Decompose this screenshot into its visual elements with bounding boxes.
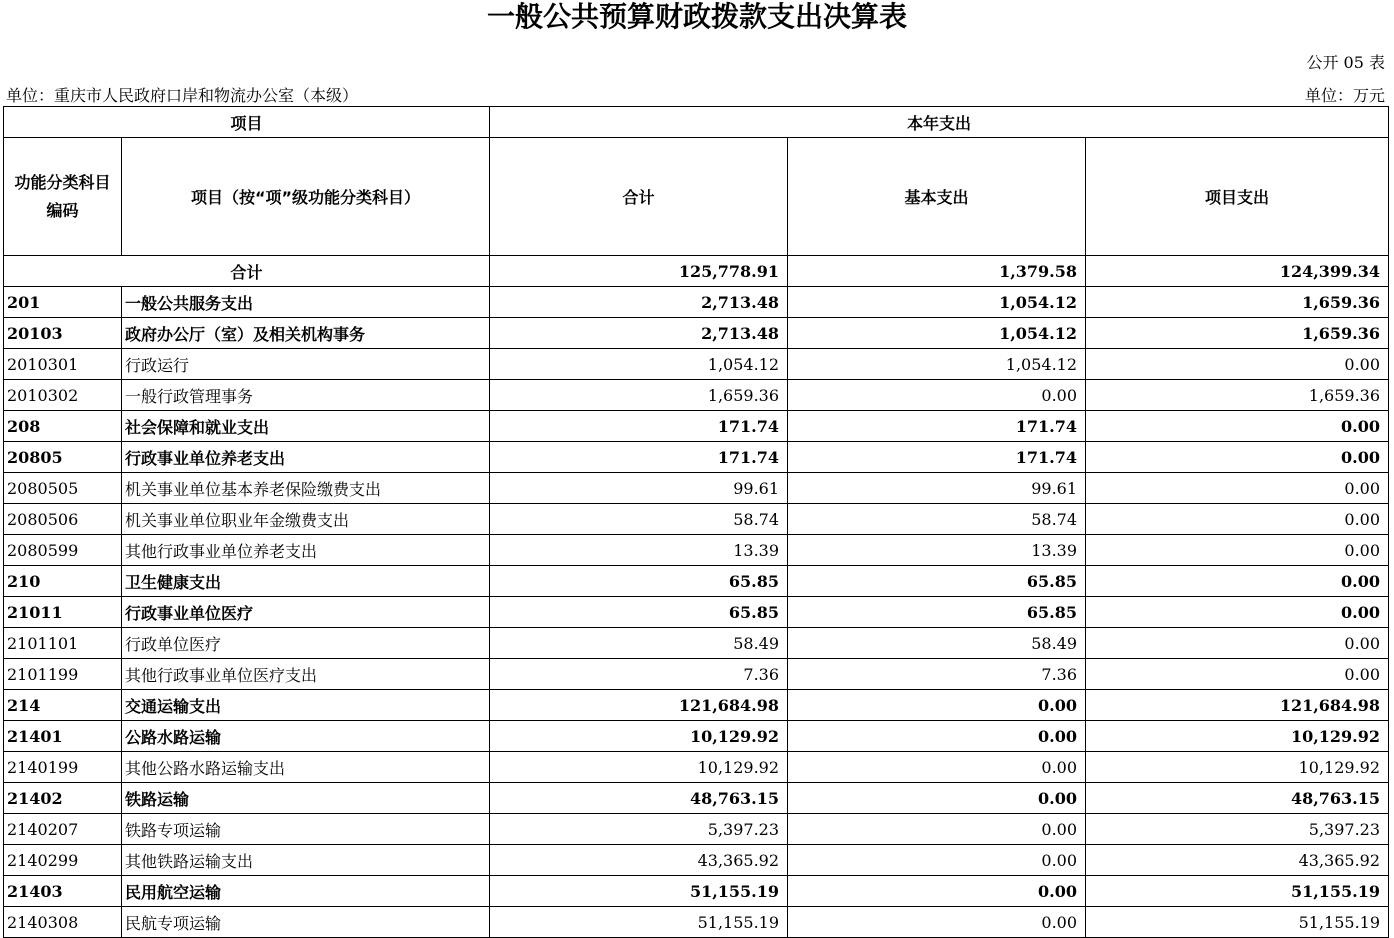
total-total: 125,778.91 xyxy=(490,256,788,287)
row-basic: 0.00 xyxy=(788,876,1086,907)
row-name: 政府办公厅（室）及相关机构事务 xyxy=(122,318,490,349)
row-total: 51,155.19 xyxy=(490,876,788,907)
row-item: 48,763.15 xyxy=(1086,783,1389,814)
row-item: 0.00 xyxy=(1086,628,1389,659)
row-total: 2,713.48 xyxy=(490,287,788,318)
row-basic: 1,054.12 xyxy=(788,318,1086,349)
row-total: 5,397.23 xyxy=(490,814,788,845)
row-name: 铁路专项运输 xyxy=(122,814,490,845)
table-row xyxy=(4,597,1389,628)
row-basic: 65.85 xyxy=(788,597,1086,628)
reporting-unit: 单位：重庆市人民政府口岸和物流办公室（本级） xyxy=(6,86,359,105)
row-item: 51,155.19 xyxy=(1086,907,1389,938)
row-code: 208 xyxy=(4,411,122,442)
row-name: 一般公共服务支出 xyxy=(122,287,490,318)
table-row xyxy=(4,566,1389,597)
header-row-1 xyxy=(4,107,1389,138)
table-row xyxy=(4,628,1389,659)
row-total: 58.49 xyxy=(490,628,788,659)
table-row xyxy=(4,380,1389,411)
row-basic: 58.74 xyxy=(788,504,1086,535)
row-code: 2140199 xyxy=(4,752,122,783)
table-row xyxy=(4,318,1389,349)
row-name: 行政事业单位医疗 xyxy=(122,597,490,628)
row-basic: 0.00 xyxy=(788,814,1086,845)
row-item: 0.00 xyxy=(1086,442,1389,473)
table-row xyxy=(4,349,1389,380)
row-total: 58.74 xyxy=(490,504,788,535)
row-name: 行政事业单位养老支出 xyxy=(122,442,490,473)
table-row xyxy=(4,876,1389,907)
row-name: 行政单位医疗 xyxy=(122,628,490,659)
row-name: 社会保障和就业支出 xyxy=(122,411,490,442)
header-item: 项目支出 xyxy=(1086,138,1389,256)
row-name: 其他行政事业单位医疗支出 xyxy=(122,659,490,690)
row-item: 43,365.92 xyxy=(1086,845,1389,876)
currency-unit: 单位：万元 xyxy=(1304,86,1385,105)
row-code: 2140299 xyxy=(4,845,122,876)
row-total: 65.85 xyxy=(490,597,788,628)
row-code: 2010301 xyxy=(4,349,122,380)
row-code: 2140308 xyxy=(4,907,122,938)
row-basic: 13.39 xyxy=(788,535,1086,566)
row-basic: 65.85 xyxy=(788,566,1086,597)
row-item: 0.00 xyxy=(1086,659,1389,690)
row-total: 13.39 xyxy=(490,535,788,566)
row-name: 其他铁路运输支出 xyxy=(122,845,490,876)
total-basic: 1,379.58 xyxy=(788,256,1086,287)
row-total: 10,129.92 xyxy=(490,721,788,752)
row-code: 20805 xyxy=(4,442,122,473)
row-basic: 7.36 xyxy=(788,659,1086,690)
row-code: 201 xyxy=(4,287,122,318)
row-name: 其他公路水路运输支出 xyxy=(122,752,490,783)
table-row xyxy=(4,287,1389,318)
row-item: 0.00 xyxy=(1086,566,1389,597)
row-item: 1,659.36 xyxy=(1086,318,1389,349)
row-code: 2101101 xyxy=(4,628,122,659)
row-item: 10,129.92 xyxy=(1086,721,1389,752)
row-code: 21401 xyxy=(4,721,122,752)
row-code: 20103 xyxy=(4,318,122,349)
row-basic: 0.00 xyxy=(788,721,1086,752)
header-basic: 基本支出 xyxy=(788,138,1086,256)
row-item: 121,684.98 xyxy=(1086,690,1389,721)
row-name: 卫生健康支出 xyxy=(122,566,490,597)
table-row xyxy=(4,411,1389,442)
row-total: 65.85 xyxy=(490,566,788,597)
row-name: 公路水路运输 xyxy=(122,721,490,752)
row-item: 0.00 xyxy=(1086,597,1389,628)
table-row xyxy=(4,659,1389,690)
form-number: 公开 05 表 xyxy=(1306,53,1385,72)
row-basic: 171.74 xyxy=(788,411,1086,442)
row-name: 民用航空运输 xyxy=(122,876,490,907)
row-total: 10,129.92 xyxy=(490,752,788,783)
row-name: 民航专项运输 xyxy=(122,907,490,938)
row-code: 2080506 xyxy=(4,504,122,535)
row-total: 121,684.98 xyxy=(490,690,788,721)
table-row xyxy=(4,504,1389,535)
row-total: 1,054.12 xyxy=(490,349,788,380)
table-row xyxy=(4,783,1389,814)
row-total: 48,763.15 xyxy=(490,783,788,814)
row-code: 2080599 xyxy=(4,535,122,566)
row-total: 51,155.19 xyxy=(490,907,788,938)
row-code: 21011 xyxy=(4,597,122,628)
page-title: 一般公共预算财政拨款支出决算表 xyxy=(486,0,907,33)
table-row xyxy=(4,442,1389,473)
header-current-year: 本年支出 xyxy=(490,107,1389,138)
row-basic: 99.61 xyxy=(788,473,1086,504)
row-total: 171.74 xyxy=(490,442,788,473)
row-code: 2101199 xyxy=(4,659,122,690)
table-row xyxy=(4,907,1389,938)
row-name: 一般行政管理事务 xyxy=(122,380,490,411)
total-label: 合计 xyxy=(4,256,490,287)
row-basic: 1,054.12 xyxy=(788,287,1086,318)
row-basic: 171.74 xyxy=(788,442,1086,473)
table-row xyxy=(4,752,1389,783)
table-row xyxy=(4,845,1389,876)
row-name: 交通运输支出 xyxy=(122,690,490,721)
row-total: 1,659.36 xyxy=(490,380,788,411)
row-code: 210 xyxy=(4,566,122,597)
row-item: 0.00 xyxy=(1086,504,1389,535)
row-total: 43,365.92 xyxy=(490,845,788,876)
row-item: 10,129.92 xyxy=(1086,752,1389,783)
row-code: 2080505 xyxy=(4,473,122,504)
header-code: 功能分类科目编码 xyxy=(4,138,122,256)
expenditure-table xyxy=(3,106,1389,938)
row-name: 铁路运输 xyxy=(122,783,490,814)
row-basic: 1,054.12 xyxy=(788,349,1086,380)
row-basic: 0.00 xyxy=(788,380,1086,411)
row-total: 99.61 xyxy=(490,473,788,504)
header-project: 项目 xyxy=(4,107,490,138)
row-basic: 0.00 xyxy=(788,845,1086,876)
header-total: 合计 xyxy=(490,138,788,256)
row-item: 0.00 xyxy=(1086,473,1389,504)
header-row-2 xyxy=(4,138,1389,256)
row-basic: 0.00 xyxy=(788,907,1086,938)
row-item: 0.00 xyxy=(1086,349,1389,380)
row-basic: 0.00 xyxy=(788,690,1086,721)
total-item: 124,399.34 xyxy=(1086,256,1389,287)
header-name: 项目（按“项”级功能分类科目） xyxy=(122,138,490,256)
table-row xyxy=(4,721,1389,752)
row-item: 1,659.36 xyxy=(1086,287,1389,318)
row-item: 1,659.36 xyxy=(1086,380,1389,411)
row-name: 机关事业单位基本养老保险缴费支出 xyxy=(122,473,490,504)
row-name: 机关事业单位职业年金缴费支出 xyxy=(122,504,490,535)
row-item: 5,397.23 xyxy=(1086,814,1389,845)
table-row xyxy=(4,473,1389,504)
row-code: 214 xyxy=(4,690,122,721)
row-code: 2010302 xyxy=(4,380,122,411)
table-row xyxy=(4,814,1389,845)
row-code: 21402 xyxy=(4,783,122,814)
row-basic: 0.00 xyxy=(788,752,1086,783)
row-total: 7.36 xyxy=(490,659,788,690)
row-total: 171.74 xyxy=(490,411,788,442)
row-item: 51,155.19 xyxy=(1086,876,1389,907)
row-name: 其他行政事业单位养老支出 xyxy=(122,535,490,566)
row-item: 0.00 xyxy=(1086,535,1389,566)
row-total: 2,713.48 xyxy=(490,318,788,349)
table-row xyxy=(4,690,1389,721)
row-item: 0.00 xyxy=(1086,411,1389,442)
row-basic: 58.49 xyxy=(788,628,1086,659)
total-row xyxy=(4,256,1389,287)
row-basic: 0.00 xyxy=(788,783,1086,814)
table-row xyxy=(4,535,1389,566)
row-name: 行政运行 xyxy=(122,349,490,380)
row-code: 2140207 xyxy=(4,814,122,845)
row-code: 21403 xyxy=(4,876,122,907)
